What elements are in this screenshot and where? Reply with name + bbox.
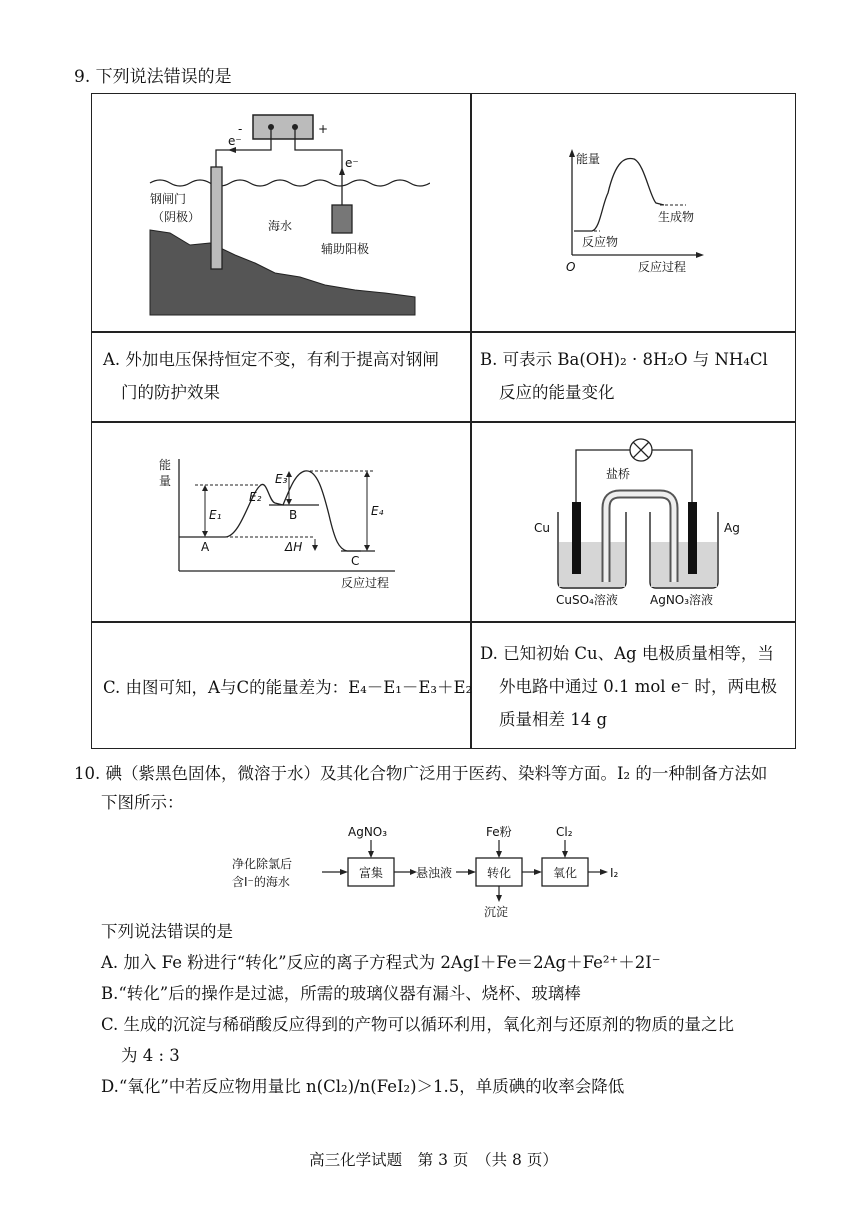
q10-question: 下列说法错误的是 (101, 922, 233, 941)
q9-option-b-line2: 反应的能量变化 (499, 383, 615, 402)
steel-gate (211, 167, 222, 269)
gate-label-2: （阴极） (152, 210, 201, 224)
q10-flow-chart (218, 822, 638, 922)
b-y-axis-label: 能量 (576, 152, 601, 166)
table-divider-3 (91, 621, 796, 623)
q10-option-a: A. 加入 Fe 粉进行“转化”反应的离子方程式为 2AgI＋Fe＝2Ag＋Fe²⁺＋2I⁻ (101, 953, 661, 972)
figure-a-impressed-current (140, 105, 430, 325)
q9-option-b-line1: B. 可表示 Ba(OH)₂ · 8H₂O 与 NH₄Cl (480, 350, 768, 369)
minus-sign: - (238, 122, 243, 136)
c-c-label: C (351, 554, 360, 568)
q10-intro-line2: 下图所示： (101, 793, 184, 812)
flow-cl2: Cl₂ (556, 825, 573, 839)
flow-fe: Fe粉 (486, 825, 512, 839)
q10-option-c-line1: C. 生成的沉淀与稀硝酸反应得到的产物可以循环利用，氧化剂与还原剂的物质的量之比 (101, 1015, 735, 1034)
d-salt-bridge-label: 盐桥 (606, 467, 631, 481)
c-y-axis-label-2: 量 (159, 474, 172, 488)
d-cu-label: Cu (534, 521, 550, 535)
flow-source-line2: 含I⁻的海水 (232, 875, 290, 889)
d-right-solution-label: AgNO₃溶液 (650, 593, 714, 607)
c-e2-label: E₂ (249, 490, 262, 504)
auxiliary-anode (332, 205, 352, 233)
q10-intro-line1: 10. 碘（紫黑色固体，微溶于水）及其化合物广泛用于医药、染料等方面。I₂ 的一种制备方法如 (74, 764, 768, 783)
c-b-label: B (289, 508, 298, 522)
flow-precipitate: 沉淀 (484, 905, 509, 919)
flow-step1: 富集 (359, 866, 384, 880)
seawater-label: 海水 (268, 219, 293, 233)
q10-option-b: B.“转化”后的操作是过滤，所需的玻璃仪器有漏斗、烧杯、玻璃棒 (101, 984, 581, 1003)
power-supply (253, 115, 313, 139)
table-divider-2 (91, 421, 796, 423)
plus-sign: + (318, 122, 329, 136)
q10-option-c-line2: 为 4 : 3 (121, 1046, 180, 1065)
q10-option-d: D.“氧化”中若反应物用量比 n(Cl₂)/n(FeI₂)＞1.5，单质碘的收率会降低 (101, 1077, 625, 1096)
b-x-axis-label: 反应过程 (638, 260, 687, 274)
figure-b-energy-diagram (560, 145, 720, 275)
d-left-solution-label: CuSO₄溶液 (556, 593, 618, 607)
gate-label-1: 钢闸门 (150, 192, 187, 206)
c-a-label: A (201, 540, 210, 554)
b-reactant-label: 反应物 (582, 235, 619, 249)
figure-c-energy-diagram (155, 455, 435, 595)
b-reaction-curve (574, 158, 664, 231)
sea-surface (150, 180, 430, 186)
electron-label-right: e⁻ (345, 156, 359, 170)
q9-title: 9. 下列说法错误的是 (74, 67, 232, 87)
c-e4-label: E₄ (371, 504, 384, 518)
anode-label: 辅助阳极 (321, 242, 370, 256)
c-e1-label: E₁ (209, 508, 222, 522)
q9-option-d-line1: D. 已知初始 Cu、Ag 电极质量相等，当 (480, 644, 774, 663)
q9-option-a-line2: 门的防护效果 (121, 383, 220, 402)
flow-step3: 氧化 (553, 866, 578, 880)
q9-option-a-line1: A. 外加电压保持恒定不变，有利于提高对钢闸 (103, 350, 439, 369)
b-product-label: 生成物 (658, 210, 695, 224)
q9-option-d-line2: 外电路中通过 0.1 mol e⁻ 时，两电极 (499, 677, 778, 696)
seabed (150, 230, 415, 315)
flow-mid: 悬浊液 (416, 866, 453, 880)
c-x-axis-label: 反应过程 (341, 576, 390, 590)
d-ag-label: Ag (724, 521, 740, 535)
flow-agno3: AgNO₃ (348, 825, 388, 839)
d-ag-electrode (688, 502, 697, 574)
q9-option-d-line3: 质量相差 14 g (499, 710, 608, 729)
flow-source-line1: 净化除氯后 (232, 857, 293, 871)
page-footer: 高三化学试题 第 3 页 （共 8 页） (309, 1151, 558, 1169)
d-cu-electrode (572, 502, 581, 574)
c-y-axis-label-1: 能 (159, 458, 172, 472)
flow-product: I₂ (610, 866, 619, 880)
b-origin-label: O (566, 260, 576, 274)
c-e3-label: E₃ (275, 472, 288, 486)
c-dh-label: ΔH (285, 540, 303, 554)
electron-label-left: e⁻ (228, 134, 242, 148)
figure-d-galvanic-cell (528, 432, 758, 612)
table-divider-1 (91, 331, 796, 333)
q9-option-c: C. 由图可知，A与C的能量差为：E₄－E₁－E₃＋E₂ (103, 678, 473, 697)
flow-step2: 转化 (487, 866, 512, 880)
